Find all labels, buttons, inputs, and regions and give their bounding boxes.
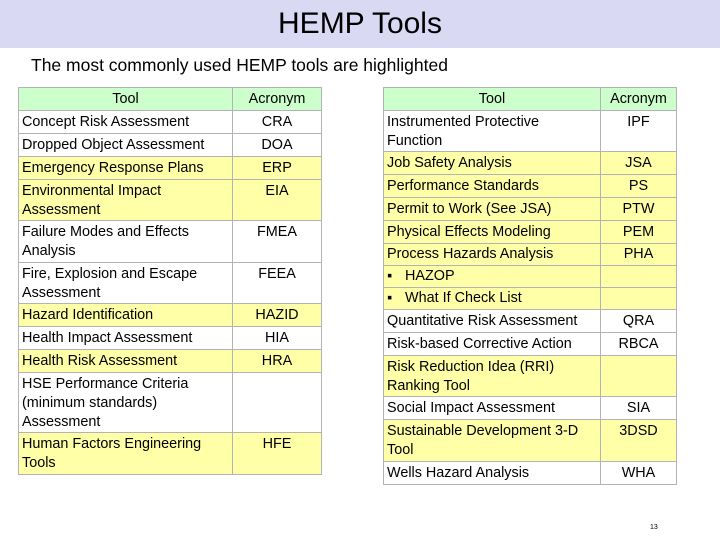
tool-acronym: FEEA bbox=[233, 263, 322, 304]
tool-acronym: IPF bbox=[601, 111, 677, 152]
tool-name: Health Risk Assessment bbox=[19, 350, 233, 373]
tool-acronym: FMEA bbox=[233, 221, 322, 263]
table-row-highlighted bbox=[19, 180, 322, 221]
tool-acronym: WHA bbox=[601, 461, 677, 484]
table-row-highlighted bbox=[384, 420, 677, 461]
tool-name: Concept Risk Assessment bbox=[19, 111, 233, 134]
tool-name bbox=[384, 288, 601, 310]
tool-name: Hazard Identification bbox=[19, 304, 233, 327]
table-row bbox=[19, 263, 322, 304]
left-tools-table bbox=[18, 87, 322, 475]
table-row-highlighted bbox=[384, 244, 677, 266]
page-number: 13 bbox=[650, 524, 658, 531]
tool-acronym: PHA bbox=[601, 244, 677, 266]
tool-acronym: EIA bbox=[233, 180, 322, 221]
table-row bbox=[384, 461, 677, 484]
tool-name: Quantitative Risk Assessment bbox=[384, 310, 601, 333]
tool-acronym: JSA bbox=[601, 152, 677, 175]
tool-name: Human Factors Engineering Tools bbox=[19, 433, 233, 474]
sub-tool-name: What If Check List bbox=[405, 290, 522, 307]
tool-acronym: ERP bbox=[233, 157, 322, 180]
table-row-highlighted bbox=[384, 175, 677, 198]
tool-acronym: SIA bbox=[601, 397, 677, 420]
table-row-highlighted bbox=[19, 304, 322, 327]
table-row-highlighted bbox=[384, 152, 677, 175]
table-row-highlighted bbox=[19, 350, 322, 373]
tool-name: Emergency Response Plans bbox=[19, 157, 233, 180]
tool-name: Physical Effects Modeling bbox=[384, 221, 601, 244]
table-row bbox=[19, 221, 322, 263]
tool-name: Failure Modes and Effects Analysis bbox=[19, 221, 233, 263]
header-acronym: Acronym bbox=[233, 88, 322, 111]
tool-name: Risk-based Corrective Action bbox=[384, 333, 601, 356]
table-row-highlighted bbox=[384, 288, 677, 310]
tool-acronym: 3DSD bbox=[601, 420, 677, 461]
tool-acronym: CRA bbox=[233, 111, 322, 134]
table-row bbox=[384, 310, 677, 333]
tool-name: Risk Reduction Idea (RRI) Ranking Tool bbox=[384, 356, 601, 397]
tool-acronym bbox=[601, 266, 677, 288]
table-row bbox=[19, 373, 322, 433]
tool-acronym: HIA bbox=[233, 327, 322, 350]
table-row-highlighted bbox=[384, 356, 677, 397]
tool-acronym bbox=[233, 373, 322, 433]
tool-acronym: HRA bbox=[233, 350, 322, 373]
table-header-row bbox=[384, 88, 677, 111]
tool-name: Wells Hazard Analysis bbox=[384, 461, 601, 484]
table-row-highlighted bbox=[384, 266, 677, 288]
table-row-highlighted bbox=[19, 433, 322, 474]
slide-subtitle: The most commonly used HEMP tools are highlighted bbox=[31, 55, 448, 75]
header-tool: Tool bbox=[19, 88, 233, 111]
bullet-icon: ▪ bbox=[387, 268, 393, 285]
table-row bbox=[19, 134, 322, 157]
tool-name: Process Hazards Analysis bbox=[384, 244, 601, 266]
table-row bbox=[19, 111, 322, 134]
tool-acronym: PEM bbox=[601, 221, 677, 244]
tool-acronym: HAZID bbox=[233, 304, 322, 327]
table-row bbox=[384, 397, 677, 420]
tool-name: Fire, Explosion and Escape Assessment bbox=[19, 263, 233, 304]
table-row-highlighted bbox=[19, 157, 322, 180]
table-row-highlighted bbox=[384, 198, 677, 221]
tool-name: Performance Standards bbox=[384, 175, 601, 198]
tool-name: Instrumented Protective Function bbox=[384, 111, 601, 152]
tool-name: Dropped Object Assessment bbox=[19, 134, 233, 157]
tool-name bbox=[384, 266, 601, 288]
tool-acronym: DOA bbox=[233, 134, 322, 157]
table-header-row bbox=[19, 88, 322, 111]
tool-acronym: PS bbox=[601, 175, 677, 198]
tool-acronym: HFE bbox=[233, 433, 322, 474]
tool-acronym bbox=[601, 288, 677, 310]
header-acronym: Acronym bbox=[601, 88, 677, 111]
table-row bbox=[19, 327, 322, 350]
right-tools-table bbox=[383, 87, 677, 485]
tool-name: Social Impact Assessment bbox=[384, 397, 601, 420]
bullet-icon: ▪ bbox=[387, 290, 393, 307]
tool-acronym: PTW bbox=[601, 198, 677, 221]
table-row bbox=[384, 111, 677, 152]
tool-name: Job Safety Analysis bbox=[384, 152, 601, 175]
tool-acronym: RBCA bbox=[601, 333, 677, 356]
tool-name: Environmental Impact Assessment bbox=[19, 180, 233, 221]
tool-acronym bbox=[601, 356, 677, 397]
tool-name: Sustainable Development 3-D Tool bbox=[384, 420, 601, 461]
header-tool: Tool bbox=[384, 88, 601, 111]
tool-name: Health Impact Assessment bbox=[19, 327, 233, 350]
tool-name: Permit to Work (See JSA) bbox=[384, 198, 601, 221]
table-row bbox=[384, 333, 677, 356]
tool-name: HSE Performance Criteria (minimum standards) Assessment bbox=[19, 373, 233, 433]
title-bar bbox=[0, 0, 720, 48]
sub-tool-name: HAZOP bbox=[405, 268, 455, 285]
slide-title: HEMP Tools bbox=[278, 7, 442, 40]
table-row-highlighted bbox=[384, 221, 677, 244]
tool-acronym: QRA bbox=[601, 310, 677, 333]
